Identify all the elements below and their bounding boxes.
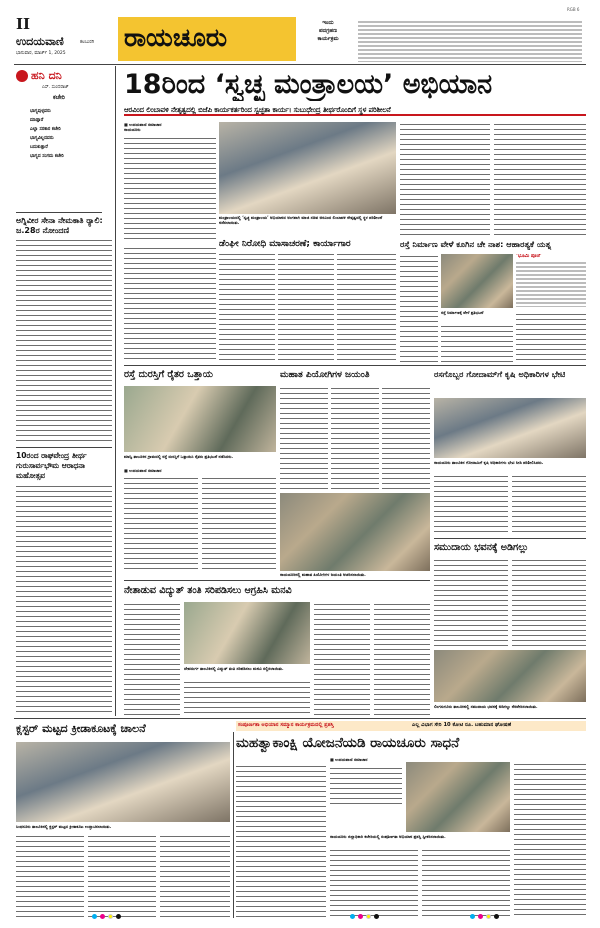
registration-marks-mid (350, 914, 390, 920)
cluster-col-3 (160, 834, 230, 918)
lead-col-4-text (494, 122, 586, 236)
dengue-col-2 (278, 252, 334, 360)
agniveer-body (16, 238, 112, 444)
banner-left: ಸಂಪೂರ್ಣತಾ ಅಭಿಯಾನ ಸಮ್ಮಾನ ಕಾರ್ಯಕ್ರಮದಲ್ಲಿ ಪ್ರಶಸ್ತಿ (238, 722, 334, 728)
banner-strip (236, 721, 586, 731)
godown-photo (434, 398, 586, 458)
hani-dani-title: ಹನಿ ದನಿ (31, 69, 62, 82)
dengue-headline: ಡೆಂಘೀ ನಿರೋಧಿ ಮಾಸಾಚರಣೆ; ಕಾರ್ಯಾಗಾರ (219, 239, 351, 249)
electric-caption: ದೇವದುರ್ಗ ತಾಲೂಕಿನಲ್ಲಿ ವಿದ್ಯುತ್ ತಂತಿ ಸರಿಪಡಿಸಲು ಮನವಿ ಸಲ್ಲಿಸಲಾಯಿತು. (184, 666, 284, 671)
community-col-2 (512, 558, 586, 648)
hani-dani-section: ಕಚೇರಿ (53, 94, 65, 101)
godown-headline: ರಸಗೊಬ್ಬರ ಗೋದಾಮ್‌ಗೆ ಕೃಷಿ ಅಧಿಕಾರಿಗಳ ಭೇಟಿ (434, 369, 566, 379)
mahatma-col-3 (382, 386, 430, 490)
ambitious-col-5 (330, 848, 418, 918)
lead-photo (219, 122, 396, 214)
godown-col-2 (512, 474, 586, 534)
registration-marks-left (92, 914, 132, 920)
lead-headline: 18ರಿಂದ ‘ಸ್ವಚ್ಛ ಮಂತ್ರಾಲಯ’ ಅಭಿಯಾನ (124, 69, 493, 100)
lead-col-1-more (124, 246, 216, 360)
farmers-caption: ಮಾನ್ವಿ ತಾಲೂಕಿನ ಗ್ರಾಮದಲ್ಲಿ ರಸ್ತೆ ದುರಸ್ತಿಗೆ ಒತ್ತಾಯಿಸಿ ರೈತರು ಪ್ರತಿಭಟನೆ ನಡೆಸಿದರು. (124, 454, 234, 459)
farmers-col-2 (202, 476, 276, 572)
lead-subheadline-bar (124, 105, 586, 116)
rule-365 (124, 365, 586, 366)
rule-538 (434, 538, 586, 539)
left-rule-2 (16, 447, 112, 448)
lead-col-1-text (124, 136, 216, 242)
agniveer-headline: ಅಗ್ನಿವೀರ ಸೇನಾ ನೇಮಕಾತಿ ರ್‍ಯಾಲಿ: ಜ.28ರ ನೋಂದಣಿ (16, 216, 103, 235)
ambitious-col-2 (330, 766, 402, 808)
prayer-box-body (516, 261, 586, 307)
ambitious-headline: ಮಹತ್ವಾಕಾಂಕ್ಷಿ ಯೋಜನೆಯಡಿ ರಾಯಚೂರು ಸಾಧನೆ (236, 735, 460, 751)
cluster-caption: ಸಿಂಧನೂರು ತಾಲೂಕಿನಲ್ಲಿ ಕ್ಲಸ್ಟರ್ ಮಟ್ಟದ ಕ್ರೀಡಾಕೂಟ ಉದ್ಘಾಟಿಸಲಾಯಿತು. (16, 824, 112, 829)
hani-dani-box (16, 70, 102, 230)
road-prayer-col-2 (441, 324, 513, 364)
section-title-box (118, 17, 296, 61)
paper-name: ಉದಯವಾಣಿ (16, 35, 64, 48)
mahatma-headline: ಮಹಾತ ಪಿಯೋಗಿಗಳ ಜಯಂತಿ (280, 370, 370, 380)
road-prayer-caption: ರಸ್ತೆ ನಿರ್ಮಾಣಕ್ಕೆ ವೇಳೆ ಪ್ರತಿಭಟನೆ (441, 310, 484, 315)
hani-dani-logo-icon (16, 70, 28, 82)
prayer-box (516, 254, 586, 308)
farmers-photo (124, 386, 276, 452)
masthead-rule (14, 64, 586, 65)
farmers-col-1 (124, 476, 198, 572)
masthead-brief (358, 20, 582, 62)
lead-subheadline: ಆರವಿಂದ ಲಿಂಬಾವಳಿ ನೇತೃತ್ವದಲ್ಲಿ ಬಿಜೆಪಿ ಕಾರ್ಯಕರ್ತರಿಂದ ಸ್ವಚ್ಛತಾ ಕಾರ್ಯ। ಸುಬುಧೇಂದ್ರ ತೀರ್ಥರೊಂದಿಗೆ ಸ್ಥಳ ಪರಿಶೀಲನೆ (124, 106, 391, 114)
electric-col-4 (374, 602, 430, 716)
left-rule-1 (16, 212, 102, 213)
community-caption: ಲಿಂಗಸುಗೂರು ತಾಲೂಕಿನಲ್ಲಿ ಸಮುದಾಯ ಭವನಕ್ಕೆ ಅಡಿಗಲ್ಲು ನೆರವೇರಿಸಲಾಯಿತು. (434, 704, 538, 709)
rule-580 (124, 580, 430, 581)
mahatma-col-1 (280, 386, 328, 490)
road-prayer-col-3 (516, 312, 586, 364)
cluster-photo (16, 742, 230, 822)
aradhana-body (16, 484, 112, 716)
ambitious-col-6 (422, 848, 510, 918)
ambitious-col-1 (236, 764, 326, 918)
ambitious-byline: ■ ಉದಯವಾಣಿ ಸಮಾಚಾರ (330, 757, 368, 762)
lead-photo-caption: ಮಂತ್ರಾಲಯದಲ್ಲಿ ‘ಸ್ವಚ್ಛ ಮಂತ್ರಾಲಯ’ ಅಭಿಯಾನದ ಅಂಗವಾಗಿ ಮಾಜಿ ಸಚಿವ ಅರವಿಂದ ಲಿಂಬಾವಳಿ ನೇತೃತ್ವದಲ್ಲಿ ಸ್ಥಳ ಪರಿಶೀಲನೆ ನಡೆಸಲಾಯಿತು. (219, 215, 383, 226)
community-headline: ಸಮುದಾಯ ಭವನಕ್ಕೆ ಅಡಿಗಲ್ಲು (434, 542, 529, 553)
electric-col-3 (314, 602, 370, 716)
lead-byline: ■ ಉದಯವಾಣಿ ಸಮಾಚಾರ (124, 122, 162, 127)
community-photo (434, 650, 586, 702)
hani-dani-author: ಎಸ್. ಸುಂದರಾಜ್ (42, 85, 69, 90)
prayer-box-title: ‘ಭೂಮಿ ಪೂಜೆ’ (516, 254, 542, 259)
page-number: II (16, 15, 31, 33)
ambitious-col-4 (514, 762, 586, 918)
color-code: RGB 6 (567, 7, 580, 12)
program-label: ಇಂದು ಪದಗ್ರಹಣ ಕಾರ್ಯಕ್ರಮ (317, 20, 339, 42)
road-prayer-photo (441, 254, 513, 308)
lead-place: ರಾಯಚೂರು (124, 127, 141, 132)
cluster-col-2 (88, 834, 156, 918)
road-prayer-headline: ರಸ್ತೆ ನಿರ್ಮಾಣ ವೇಳೆ ಕೂಗಿನ ಚೇ ನಾಶ: ಆಹಾರತ್ಯಕೆ ಯತ್ನ (400, 239, 552, 249)
edition-city: ಕಲಬುರಗಿ (80, 40, 95, 45)
road-prayer-col-1 (400, 254, 438, 364)
section-title: ರಾಯಚೂರು (124, 23, 228, 52)
godown-caption: ರಾಯಚೂರು ತಾಲೂಕಿನ ಗೋದಾಮಿಗೆ ಕೃಷಿ ಅಧಿಕಾರಿಗಳು ಭೇಟಿ ನೀಡಿ ಪರಿಶೀಲಿಸಿದರು. (434, 460, 544, 465)
lead-col-3-text (400, 122, 490, 236)
left-col-divider (115, 66, 116, 716)
godown-col-1 (434, 474, 508, 534)
mahatma-caption: ರಾಯಚೂರಿನಲ್ಲಿ ಮಹಾತ ಪಿಯೋಗಿಗಳ ಜಯಂತಿ ಆಚರಿಸಲಾಯಿತು. (280, 572, 366, 577)
ambitious-caption: ರಾಯಚೂರು ಜಿಲ್ಲಾಧಿಕಾರಿ ಕಚೇರಿಯಲ್ಲಿ ಸಂಪೂರ್ಣತಾ ಅಭಿಯಾನ ಪ್ರಶಸ್ತಿ ಸ್ವೀಕರಿಸಲಾಯಿತು. (330, 834, 446, 839)
lead-col-1 (124, 122, 216, 132)
hani-dani-poem: ಭಾಗ್ಯವುಳ್ಳವರು ಮಾಡ್ತಾರೆ ಎಲ್ಲಾ ಸರಕಾರ ಕಚೇರಿ ಭಾಗ್ಯವಿಲ್ಲದವರು ಬದುಕುತ್ತಾರೆ ಭಾಗ್ಯದ ಸಂಗಮ ಕಚೇರಿ (30, 109, 64, 159)
issue-date: ಭಾನುವಾರ, ಮಾರ್ಚ್ 1, 2025 (16, 51, 66, 56)
cluster-col-1 (16, 834, 84, 918)
masthead-left (16, 15, 111, 60)
banner-right: ಎಲ್ಲ ವಿಭಾಗ ಸೇರಿ 10 ಕೋಟಿ ರೂ. ಬಹುಮಾನ ಘೋಷಣೆ (412, 722, 512, 728)
dengue-col-1 (219, 252, 275, 360)
rule-718 (14, 718, 586, 719)
electric-headline: ನೇತಾಡುವ ವಿದ್ಯುತ್ ತಂತಿ ಸರಿಪಡಿಸಲು ಆಗ್ರಹಿಸಿ ಮನವಿ (124, 585, 292, 596)
ambitious-photo (406, 762, 510, 832)
bottom-divider (233, 732, 234, 918)
electric-col-1 (124, 602, 180, 716)
dengue-col-3 (337, 252, 396, 360)
mahatma-col-2 (331, 386, 379, 490)
farmers-byline: ■ ಉದಯವಾಣಿ ಸಮಾಚಾರ (124, 468, 162, 473)
cluster-headline: ಕ್ಲಸ್ಟರ್ ಮಟ್ಟದ ಕ್ರೀಡಾಕೂಟಕ್ಕೆ ಚಾಲನೆ (16, 722, 146, 735)
community-col-1 (434, 558, 508, 648)
mahatma-photo (280, 493, 430, 571)
electric-col-2 (184, 680, 310, 716)
farmers-headline: ರಸ್ತೆ ದುರಸ್ತಿಗೆ ರೈತರ ಒತ್ತಾಯ (124, 369, 213, 380)
registration-marks-right (470, 914, 510, 920)
electric-photo (184, 602, 310, 664)
aradhana-headline: 10ರಂದ ರಾಘವೇಂದ್ರ ತೀರ್ಥ ಗುರುಸಾರ್ವಭೌಮ ಆರಾಧನಾ ಮಹೋತ್ಸವ (16, 451, 87, 480)
